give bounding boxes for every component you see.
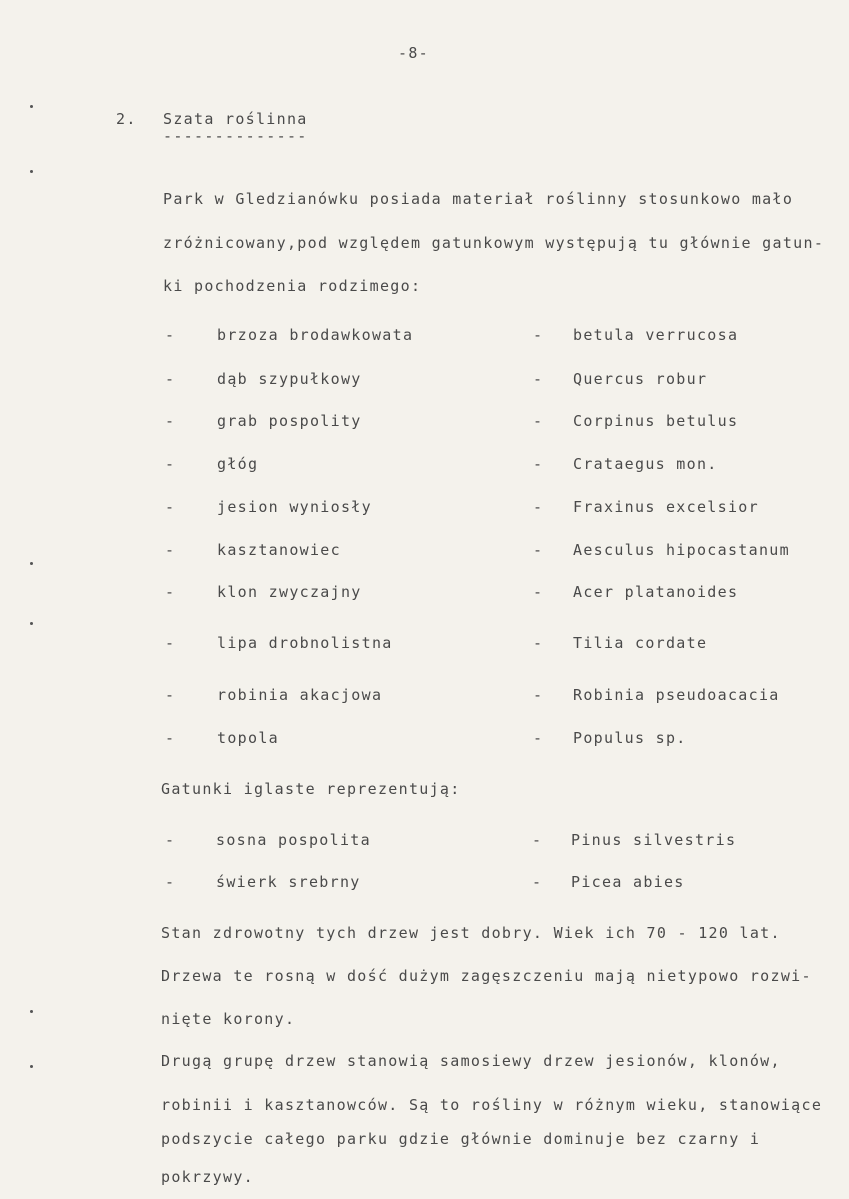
species-latin: Robinia pseudoacacia [573,686,780,704]
section-number: 2. [116,110,137,128]
list-dash: - [532,873,542,891]
species-polish: świerk srebrny [216,873,361,891]
species-latin: betula verrucosa [573,326,739,344]
intro-line-3: ki pochodzenia rodzimego: [163,277,422,295]
list-dash: - [165,729,175,747]
list-dash: - [165,831,175,849]
species-polish: topola [217,729,279,747]
margin-dot [30,562,33,565]
species-polish: dąb szypułkowy [217,370,362,388]
species-latin: Acer platanoides [573,583,739,601]
list-dash: - [533,326,543,344]
list-dash: - [165,686,175,704]
list-dash: - [533,634,543,652]
list-dash: - [533,686,543,704]
species-polish: robinia akacjowa [217,686,383,704]
health-line-3: nięte korony. [161,1010,296,1028]
list-dash: - [533,729,543,747]
species-polish: klon zwyczajny [217,583,362,601]
list-dash: - [165,873,175,891]
section-title: Szata roślinna [163,110,308,128]
margin-dot [30,170,33,173]
margin-dot [30,622,33,625]
list-dash: - [165,326,175,344]
list-dash: - [165,541,175,559]
second-group-line-4: pokrzywy. [161,1168,254,1186]
list-dash: - [533,541,543,559]
species-polish: głóg [217,455,259,473]
species-polish: jesion wyniosły [217,498,372,516]
list-dash: - [165,498,175,516]
species-latin: Tilia cordate [573,634,708,652]
second-group-line-3: podszycie całego parku gdzie głównie dominuje bez czarny i [161,1130,761,1148]
list-dash: - [165,634,175,652]
species-latin: Populus sp. [573,729,687,747]
species-latin: Fraxinus excelsior [573,498,759,516]
section-title-underline: -------------- [163,127,308,145]
intro-line-2: zróżnicowany,pod względem gatunkowym występują tu głównie gatun- [163,234,825,252]
health-line-2: Drzewa te rosną w dość dużym zagęszczeniu mają nietypowo rozwi- [161,967,812,985]
species-polish: brzoza brodawkowata [217,326,414,344]
second-group-line-2: robinii i kasztanowców. Są to rośliny w różnym wieku, stanowiące [161,1096,823,1114]
page-number: -8- [398,44,429,62]
list-dash: - [165,583,175,601]
margin-dot [30,1065,33,1068]
species-polish: grab pospolity [217,412,362,430]
list-dash: - [532,831,542,849]
intro-line-1: Park w Gledzianówku posiada materiał roślinny stosunkowo mało [163,190,794,208]
second-group-line-1: Drugą grupę drzew stanowią samosiewy drzew jesionów, klonów, [161,1052,781,1070]
species-latin: Picea abies [571,873,685,891]
species-latin: Pinus silvestris [571,831,737,849]
species-latin: Corpinus betulus [573,412,739,430]
list-dash: - [533,412,543,430]
list-dash: - [165,370,175,388]
list-dash: - [533,498,543,516]
margin-dot [30,105,33,108]
list-dash: - [165,455,175,473]
species-latin: Aesculus hipocastanum [573,541,790,559]
species-polish: lipa drobnolistna [217,634,393,652]
health-line-1: Stan zdrowotny tych drzew jest dobry. Wiek ich 70 - 120 lat. [161,924,781,942]
margin-dot [30,1010,33,1013]
list-dash: - [533,455,543,473]
list-dash: - [165,412,175,430]
list-dash: - [533,583,543,601]
species-polish: kasztanowiec [217,541,341,559]
list-dash: - [533,370,543,388]
conifers-heading: Gatunki iglaste reprezentują: [161,780,461,798]
species-latin: Quercus robur [573,370,708,388]
species-polish: sosna pospolita [216,831,371,849]
species-latin: Crataegus mon. [573,455,718,473]
